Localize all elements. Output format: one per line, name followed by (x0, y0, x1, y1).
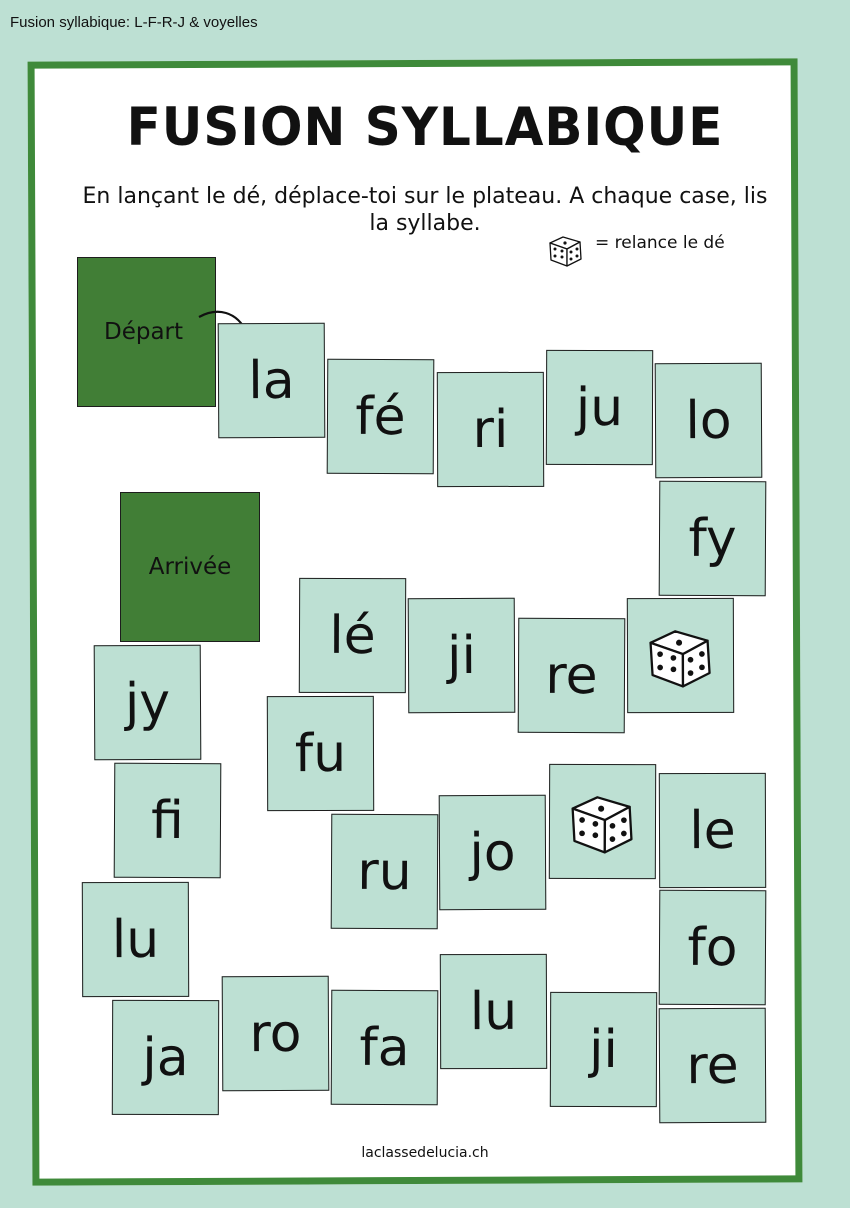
syllable: ru (357, 841, 412, 902)
board-cell (267, 696, 374, 811)
legend-text: = relance le dé (595, 233, 725, 253)
end-label: Arrivée (148, 554, 232, 580)
board-cell-dice (627, 598, 734, 713)
syllable: la (248, 350, 295, 411)
board-cell (439, 795, 547, 911)
board-cell (331, 990, 439, 1106)
syllable: ro (249, 1003, 302, 1064)
syllable: re (545, 645, 598, 706)
board-cell (659, 1008, 767, 1124)
syllable: fi (150, 790, 185, 851)
board-cell (114, 763, 222, 879)
syllable: fa (359, 1017, 410, 1078)
syllable: re (686, 1035, 739, 1096)
board-cell (408, 598, 516, 714)
board-cell (94, 645, 202, 761)
board-cell (437, 372, 544, 487)
syllable: jy (124, 672, 171, 733)
board-cell (518, 618, 626, 734)
syllable: fu (294, 723, 347, 784)
board-cell (331, 814, 439, 930)
start-label: Départ (104, 319, 184, 345)
syllable: ja (142, 1027, 189, 1088)
syllable: ri (472, 399, 509, 460)
board-cell (659, 481, 767, 597)
footer-credit: laclassedelucia.ch (361, 1145, 489, 1161)
syllable: lu (469, 981, 518, 1042)
board-cell (440, 954, 547, 1069)
board-cell (112, 1000, 219, 1115)
board-cell (546, 350, 653, 465)
syllable: fé (355, 386, 406, 447)
board-cell (659, 773, 766, 888)
syllable: fy (688, 508, 737, 569)
board-cell (218, 323, 326, 439)
syllable: ji (446, 625, 477, 686)
syllable: lo (685, 390, 732, 451)
board-cell (659, 890, 767, 1006)
board-cell-dice (549, 764, 656, 879)
board-cell (550, 992, 657, 1107)
instructions: En lançant le dé, déplace-toi sur le plateau. A chaque case, lis la syllabe. (82, 184, 768, 236)
board-cell (222, 976, 330, 1092)
syllable: jo (469, 822, 516, 883)
syllable: ji (588, 1019, 619, 1080)
board-cell (327, 359, 435, 475)
syllable: le (689, 800, 736, 861)
page-title: FUSION SYLLABIQUE (126, 96, 724, 158)
dice-icon (546, 230, 586, 270)
syllable: lé (329, 605, 376, 666)
syllable: fo (687, 917, 738, 978)
dice-icon (642, 617, 718, 693)
board-cell (655, 363, 763, 479)
board-cell (82, 882, 189, 997)
syllable: lu (111, 909, 160, 970)
board-cell (299, 578, 406, 693)
page-caption: Fusion syllabique: L-F-R-J & voyelles (10, 14, 258, 31)
dice-icon (564, 783, 640, 859)
end-box (120, 492, 260, 642)
syllable: ju (575, 377, 624, 438)
